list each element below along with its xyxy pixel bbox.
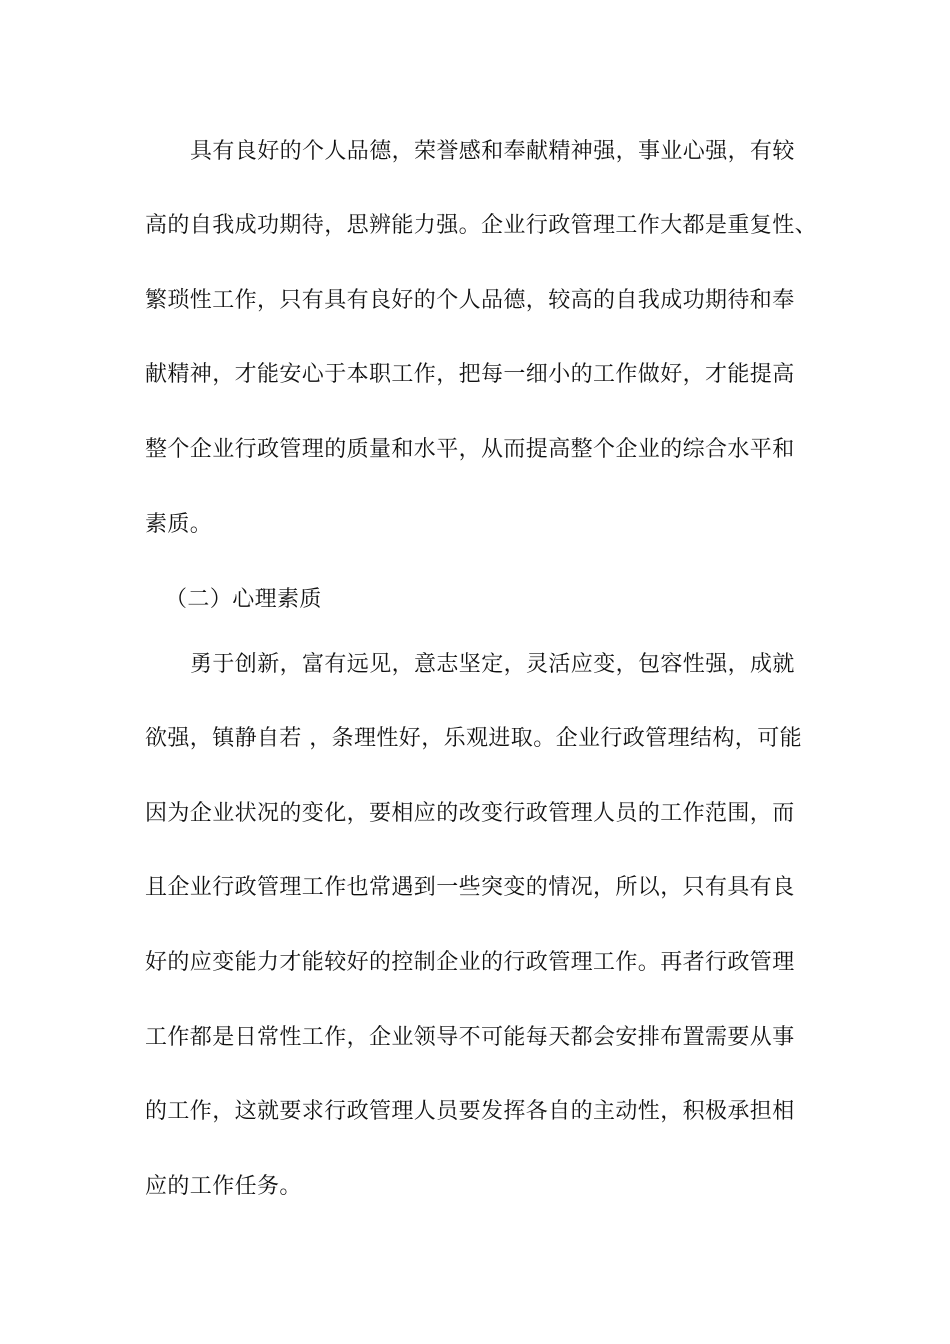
paragraph-line: 高的自我成功期待，思辨能力强。企业行政管理工作大都是重复性、 xyxy=(145,213,818,238)
paragraph-line: 整个企业行政管理的质量和水平，从而提高整个企业的综合水平和 xyxy=(145,437,795,462)
paragraph-line: 好的应变能力才能较好的控制企业的行政管理工作。再者行政管理 xyxy=(145,950,795,975)
section-heading: （二）心理素质 xyxy=(165,587,322,612)
paragraph-line: 具有良好的个人品德，荣誉感和奉献精神强，事业心强，有较 xyxy=(190,139,795,164)
paragraph-line: 献精神，才能安心于本职工作，把每一细小的工作做好，才能提高 xyxy=(145,362,795,387)
paragraph-line: 工作都是日常性工作，企业领导不可能每天都会安排布置需要从事 xyxy=(145,1025,795,1050)
paragraph-line: 素质。 xyxy=(145,512,213,537)
paragraph-line: 勇于创新，富有远见，意志坚定，灵活应变，包容性强，成就 xyxy=(190,652,795,677)
paragraph-line: 应的工作任务。 xyxy=(145,1174,302,1199)
paragraph-line: 欲强，镇静自若 ，条理性好，乐观进取。企业行政管理结构，可能 xyxy=(145,726,802,751)
paragraph-line: 因为企业状况的变化，要相应的改变行政管理人员的工作范围，而 xyxy=(145,801,795,826)
paragraph-line: 繁琐性工作，只有具有良好的个人品德，较高的自我成功期待和奉 xyxy=(145,288,795,313)
paragraph-line: 且企业行政管理工作也常遇到一些突变的情况，所以，只有具有良 xyxy=(145,875,795,900)
paragraph-line: 的工作，这就要求行政管理人员要发挥各自的主动性，积极承担相 xyxy=(145,1099,795,1124)
